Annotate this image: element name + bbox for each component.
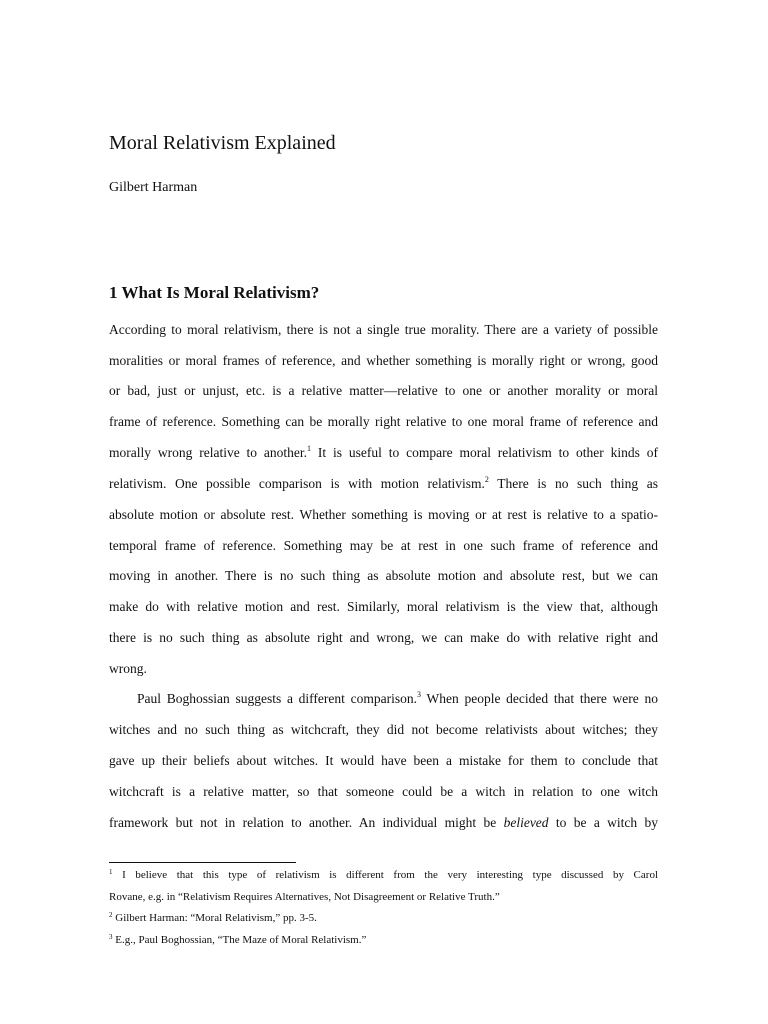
- footnote-ref-1[interactable]: 1: [307, 444, 312, 453]
- footnote-text: Gilbert Harman: “Moral Relativism,” pp. 3-5.: [112, 912, 317, 924]
- footnote-separator: [109, 862, 296, 863]
- footnote-number: 3: [109, 933, 113, 941]
- body-line: moralities or moral frames of reference, and whether something is morally right or wrong, good: [109, 353, 658, 368]
- body-line: witchcraft is a relative matter, so that someone could be a witch in relation to one witch: [109, 784, 658, 799]
- section-heading: 1 What Is Moral Relativism?: [109, 283, 320, 302]
- body-line: [137, 690, 658, 708]
- footnote-number: 2: [109, 911, 113, 919]
- body-line: [109, 814, 658, 832]
- footnote-2: [109, 911, 658, 925]
- footnote-ref-2[interactable]: 2: [484, 475, 489, 484]
- body-line: [109, 444, 658, 462]
- body-line: moving in another. There is no such thing as absolute motion and absolute rest, but we can: [109, 568, 658, 583]
- body-text-run: Paul Boghossian suggests a different comparison.: [137, 691, 417, 706]
- body-line: According to moral relativism, there is not a single true morality. There are a variety of possible: [109, 322, 658, 337]
- body-line: wrong.: [109, 661, 147, 676]
- document-title: Moral Relativism Explained: [109, 132, 336, 154]
- footnote-1-cont: Rovane, e.g. in “Relativism Requires Alternatives, Not Disagreement or Relative Truth.”: [109, 891, 500, 903]
- footnote-number: 1: [109, 868, 113, 876]
- footnote-1: [109, 868, 658, 882]
- body-text-run: It is useful to compare moral relativism to other kinds of: [311, 445, 658, 460]
- body-line: make do with relative motion and rest. Similarly, moral relativism is the view that, although: [109, 599, 658, 614]
- body-line: or bad, just or unjust, etc. is a relative matter—relative to one or another morality or moral: [109, 383, 658, 398]
- footnote-3: [109, 933, 658, 947]
- body-line: gave up their beliefs about witches. It would have been a mistake for them to conclude that: [109, 753, 658, 768]
- body-line: temporal frame of reference. Something may be at rest in one such frame of reference and: [109, 538, 658, 553]
- body-line: absolute motion or absolute rest. Whether something is moving or at rest is relative to a spatio-: [109, 507, 658, 522]
- body-text-run: framework but not in relation to another. An individual might be: [109, 815, 504, 830]
- footnote-text: E.g., Paul Boghossian, “The Maze of Moral Relativism.”: [112, 934, 367, 946]
- footnote-text: I believe that this type of relativism is different from the very interesting type discussed by Carol: [112, 869, 658, 881]
- body-line: frame of reference. Something can be morally right relative to one moral frame of reference and: [109, 414, 658, 429]
- body-line: [109, 475, 658, 493]
- body-line: there is no such thing as absolute right and wrong, we can make do with relative right and: [109, 630, 658, 645]
- body-text-run: When people decided that there were no: [421, 691, 659, 706]
- body-text-run: relativism. One possible comparison is with motion relativism.: [109, 476, 485, 491]
- body-line: witches and no such thing as witchcraft, they did not become relativists about witches; they: [109, 722, 658, 737]
- body-text-run: There is no such thing as: [488, 476, 658, 491]
- body-text-run: to be a witch by: [548, 815, 658, 830]
- body-text-run: morally wrong relative to another.: [109, 445, 308, 460]
- footnote-ref-3[interactable]: 3: [417, 690, 421, 699]
- document-author: Gilbert Harman: [109, 180, 198, 195]
- emphasis-believed: believed: [503, 815, 549, 830]
